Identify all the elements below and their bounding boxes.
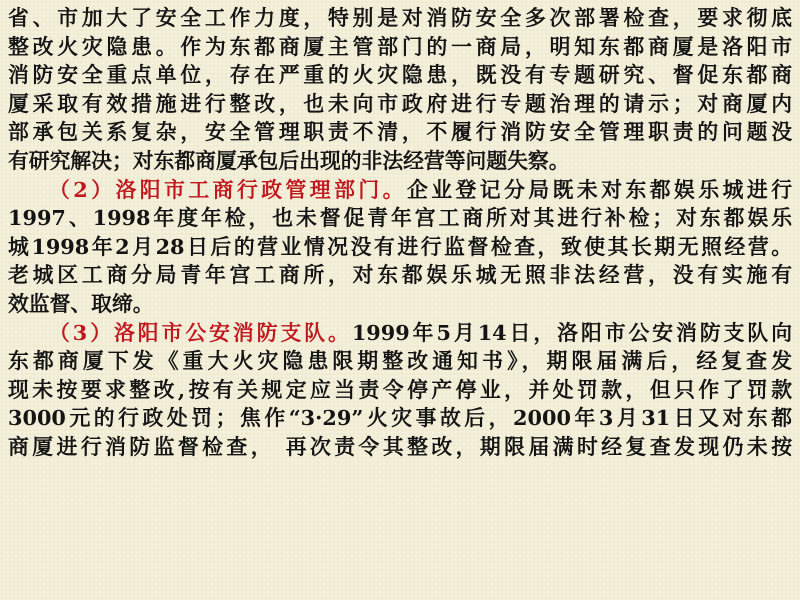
text-line: 效监督、取缔。 (8, 290, 154, 316)
paragraph-first-line (8, 176, 792, 205)
text-line: 有研究解决；对东都商厦承包后出现的非法经营等问题失察。 (8, 147, 570, 173)
text-line: 3000元的行政处罚；焦作“3·29”火灾事故后，2000年3月31日又对东都 (8, 405, 792, 431)
paragraph-first-line (8, 319, 792, 348)
section-heading: （2）洛阳市工商行政管理部门。 (49, 176, 407, 202)
text-line: 城1998年2月28日后的营业情况没有进行监督检查，致使其长期无照经营。 (8, 233, 792, 259)
text-run: 企业登记分局既未对东都娱乐城进行 (406, 176, 792, 202)
text-line: 整改火灾隐患。作为东都商厦主管部门的一商局，明知东都商厦是洛阳市 (8, 33, 792, 59)
text-line: 厦采取有效措施进行整改，也未向市政府进行专题治理的请示；对商厦内 (8, 90, 792, 116)
text-line: 1997、1998年度年检，也未督促青年宫工商所对其进行补检；对东都娱乐 (8, 205, 792, 231)
text-run: 1999年5月14日，洛阳市公安消防支队向 (351, 319, 792, 345)
text-line: 老城区工商分局青年宫工商所，对东都娱乐城无照非法经营，没有实施有 (8, 262, 792, 288)
text-line: 现未按要求整改,按有关规定应当责令停产停业，并处罚款，但只作了罚款 (8, 376, 792, 402)
text-line: 东都商厦下发《重大火灾隐患限期整改通知书》，期限届满后，经复查发 (8, 348, 792, 374)
slide-body-text (8, 4, 792, 462)
text-line: 商厦进行消防监督检查， 再次责令其整改，期限届满时经复查发现仍未按 (8, 433, 792, 459)
text-line: 消防安全重点单位，存在严重的火灾隐患，既没有专题研究、督促东都商 (8, 62, 792, 88)
text-line: 部承包关系复杂，安全管理职责不清，不履行消防安全管理职责的问题没 (8, 119, 792, 145)
text-line: 省、市加大了安全工作力度，特别是对消防安全多次部署检查，要求彻底 (8, 5, 792, 30)
section-heading: （3）洛阳市公安消防支队。 (49, 319, 352, 345)
